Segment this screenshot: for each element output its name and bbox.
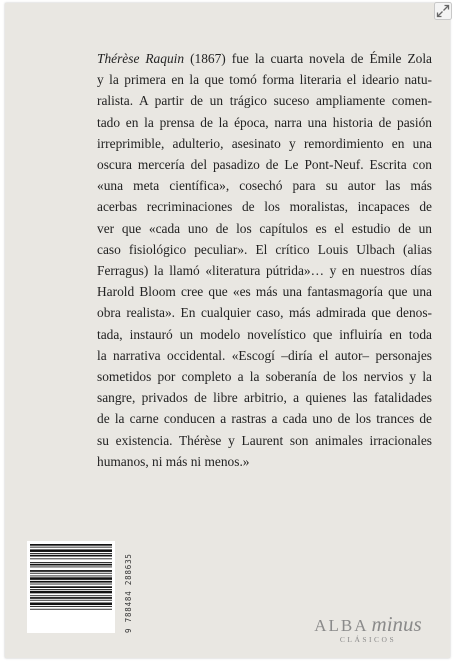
synopsis-line (97, 48, 432, 69)
synopsis-line (97, 133, 432, 154)
synopsis-line-text: humanos, ni más ni menos.» (97, 453, 250, 469)
synopsis-line-text: tada, instauró un modelo novelístico que influiría en toda (97, 326, 432, 342)
barcode-bar (30, 553, 112, 554)
book-back-cover (5, 3, 450, 658)
barcode-bar (30, 570, 112, 572)
synopsis-line (97, 387, 432, 408)
zoom-icon[interactable] (434, 2, 452, 20)
synopsis-line-text: ver que «cada uno de los capítulos es el estudio de un (97, 220, 432, 236)
synopsis-line (97, 239, 432, 260)
synopsis-line-text: caso fisiológico peculiar». El crítico Louis Ulbach (alias (97, 241, 432, 257)
barcode-bar (30, 555, 112, 557)
barcode-bar (30, 584, 112, 585)
publisher-logo (303, 612, 433, 644)
publisher-series: CLÁSICOS (339, 635, 397, 644)
synopsis-line-text: sangre, privados de libre arbitrio, a quienes las fatalidades (97, 390, 432, 406)
synopsis-line (97, 112, 432, 133)
synopsis-line-text: acerbas recriminaciones de los moralistas, incapaces de (97, 199, 432, 215)
synopsis-line-text: irreprimible, adulterio, asesinato y remordimiento en una (97, 135, 432, 151)
isbn-barcode (27, 541, 115, 633)
barcode-bar (30, 589, 112, 590)
synopsis-line-text: su existencia. Thérèse y Laurent son animales irracionales (97, 432, 432, 448)
barcode-bar (30, 581, 112, 583)
synopsis-line (97, 218, 432, 239)
synopsis-line (97, 345, 432, 366)
synopsis-line (97, 281, 432, 302)
barcode-bar (30, 591, 112, 594)
synopsis-line (97, 90, 432, 111)
barcode-bar (30, 600, 112, 601)
barcode-bar (30, 609, 112, 610)
barcode-bar (30, 576, 112, 577)
barcode-bar (30, 597, 112, 599)
barcode-bar (30, 562, 112, 563)
barcode-bar (30, 547, 112, 548)
isbn-digits-container (115, 541, 133, 633)
synopsis-line (97, 260, 432, 281)
barcode-bar (30, 549, 112, 552)
synopsis-line-text: obra realista». En cualquier caso, más admirada que denos- (97, 305, 432, 321)
synopsis-line-text: ralista. A partir de un trágico suceso ampliamente comen- (97, 93, 432, 109)
synopsis-line-text: Ferragus) la llamó «literatura pútrida»… y en nuestros días (97, 263, 432, 279)
barcode-bar (30, 586, 112, 588)
synopsis-line-text: tado en la prensa de la época, narra una historia de pasión (97, 114, 432, 130)
barcode-bar (30, 595, 112, 596)
barcode-bar (30, 567, 112, 568)
synopsis-line (97, 366, 432, 387)
synopsis-line-text: de la carne conducen a rastras a cada uno de los trances de (97, 411, 432, 427)
synopsis-line (97, 196, 432, 217)
synopsis-line (97, 302, 432, 323)
synopsis-line-text: sometidos por completo a la soberanía de los nervios y la (97, 369, 432, 385)
synopsis-text (97, 48, 432, 472)
book-title-italic: Thérèse Raquin (97, 51, 185, 66)
synopsis-line-text: y la primera en la que tomó forma literaria el ideario natu- (97, 72, 432, 88)
synopsis-line (97, 324, 432, 345)
barcode-bar (30, 558, 112, 559)
synopsis-line (97, 154, 432, 175)
publisher-collection: minus (371, 612, 422, 636)
barcode-bar (30, 573, 112, 574)
synopsis-line (97, 408, 432, 429)
synopsis-line-text: Harold Bloom cree que «es más una fantasmagoría que una (97, 284, 432, 300)
synopsis-line (97, 430, 432, 451)
publisher-name: ALBA (314, 616, 369, 635)
synopsis-line (97, 451, 432, 472)
synopsis-line-text: «una meta científica», cosechó para su autor las más (97, 178, 432, 194)
synopsis-line-text: (1867) fue la cuarta novela de Émile Zola (184, 51, 432, 66)
synopsis-line-text: oscura mercería del pasadizo de Le Pont-Neuf. Escrita con (97, 157, 432, 173)
barcode-bar (30, 606, 112, 607)
barcode-bar (30, 577, 112, 580)
synopsis-line-text: la narrativa occidental. «Escogí –diría el autor– personajes (97, 347, 432, 363)
synopsis-line (97, 175, 432, 196)
barcode-bar (30, 603, 112, 606)
barcode-bar (30, 564, 112, 566)
isbn-digits: 9 788484 288635 (124, 553, 133, 633)
barcode-bar (30, 544, 112, 546)
synopsis-line (97, 69, 432, 90)
